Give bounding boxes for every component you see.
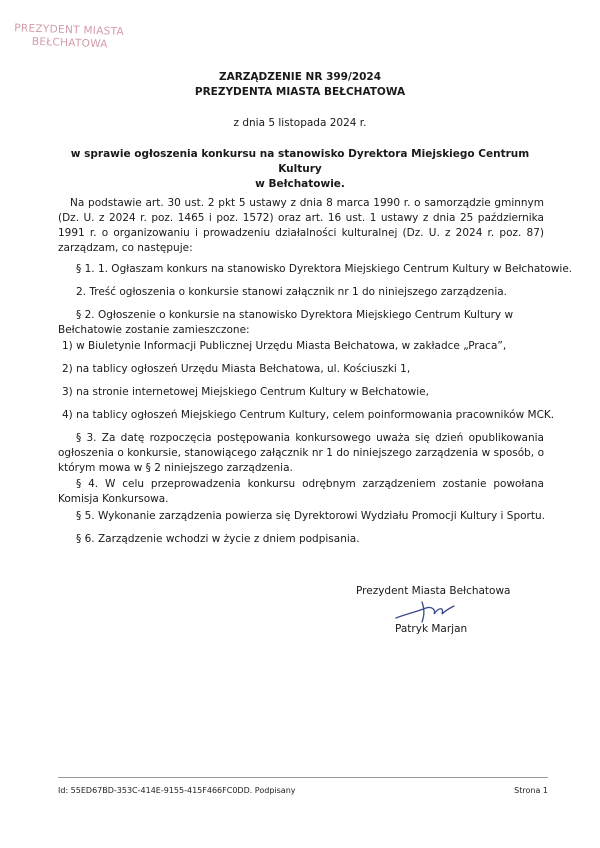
document-authority: PREZYDENTA MIASTA BEŁCHATOWA bbox=[194, 86, 406, 98]
stamp-line-2: BEŁCHATOWA bbox=[31, 35, 108, 51]
paragraph-2-item-2: 2) na tablicy ogłoszeń Urzędu Miasta Bełchatowa, ul. Kościuszki 1, bbox=[62, 363, 411, 375]
paragraph-3: § 3. Za datę rozpoczęcia postępowania konkursowego uważa się dzień opublikowania ogłoszenia o konkursie, stanowiącego załącznik nr 1 do niniejszego zarządzenia w sposób, o którym mowa w § 2 niniejszego zarządzenia. bbox=[58, 432, 544, 474]
subject-line-2: w Bełchatowie. bbox=[255, 178, 345, 190]
paragraph-2-item-1: 1) w Biuletynie Informacji Publicznej Urzędu Miasta Bełchatowa, w zakładce „Praca”, bbox=[62, 340, 507, 352]
paragraph-2-intro: § 2. Ogłoszenie o konkursie na stanowisko Dyrektora Miejskiego Centrum Kultury w Bełchatowie zostanie zamieszczone: bbox=[58, 309, 514, 336]
footer-divider bbox=[58, 777, 548, 778]
document-heading bbox=[0, 70, 600, 100]
document-id: Id: 55ED67BD-353C-414E-9155-415F466FC0DD. Podpisany bbox=[58, 786, 296, 795]
paragraph-1-1: § 1. 1. Ogłaszam konkurs na stanowisko Dyrektora Miejskiego Centrum Kultury w Bełchatowie. bbox=[76, 263, 573, 275]
paragraph-2-item-3: 3) na stronie internetowej Miejskiego Centrum Kultury w Bełchatowie, bbox=[62, 386, 429, 398]
document-date: z dnia 5 listopada 2024 r. bbox=[233, 117, 367, 129]
stamp-line-1: PREZYDENT MIASTA bbox=[14, 22, 125, 38]
signature-role: Prezydent Miasta Bełchatowa bbox=[356, 585, 511, 597]
page-number: Strona 1 bbox=[514, 786, 548, 795]
paragraph-4: § 4. W celu przeprowadzenia konkursu odrębnym zarządzeniem zostanie powołana Komisja Konkursowa. bbox=[58, 478, 544, 505]
paragraph-5: § 5. Wykonanie zarządzenia powierza się Dyrektorowi Wydziału Promocji Kultury i Sportu. bbox=[76, 510, 545, 522]
subject-line-1: w sprawie ogłoszenia konkursu na stanowisko Dyrektora Miejskiego Centrum Kultury bbox=[70, 148, 530, 175]
preamble: Na podstawie art. 30 ust. 2 pkt 5 ustawy z dnia 8 marca 1990 r. o samorządzie gminnym (Dz. U. z 2024 r. poz. 1465 i poz. 1572) oraz art. 16 ust. 1 ustawy z dnia 25 października 1991 r. o organizowaniu i prowadzeniu działalności kulturalnej (Dz. U. z 2024 r. poz. 87) zarządzam, co następuje: bbox=[58, 197, 544, 254]
paragraph-2-item-4: 4) na tablicy ogłoszeń Miejskiego Centrum Kultury, celem poinformowania pracowników MCK. bbox=[62, 409, 555, 421]
paragraph-6: § 6. Zarządzenie wchodzi w życie z dniem podpisania. bbox=[76, 533, 360, 545]
document-subject bbox=[60, 147, 540, 192]
signatory-name: Patryk Marjan bbox=[395, 623, 468, 635]
paragraph-1-2: 2. Treść ogłoszenia o konkursie stanowi załącznik nr 1 do niniejszego zarządzenia. bbox=[76, 286, 508, 298]
office-stamp bbox=[14, 22, 125, 52]
document-title: ZARZĄDZENIE NR 399/2024 bbox=[218, 71, 382, 83]
